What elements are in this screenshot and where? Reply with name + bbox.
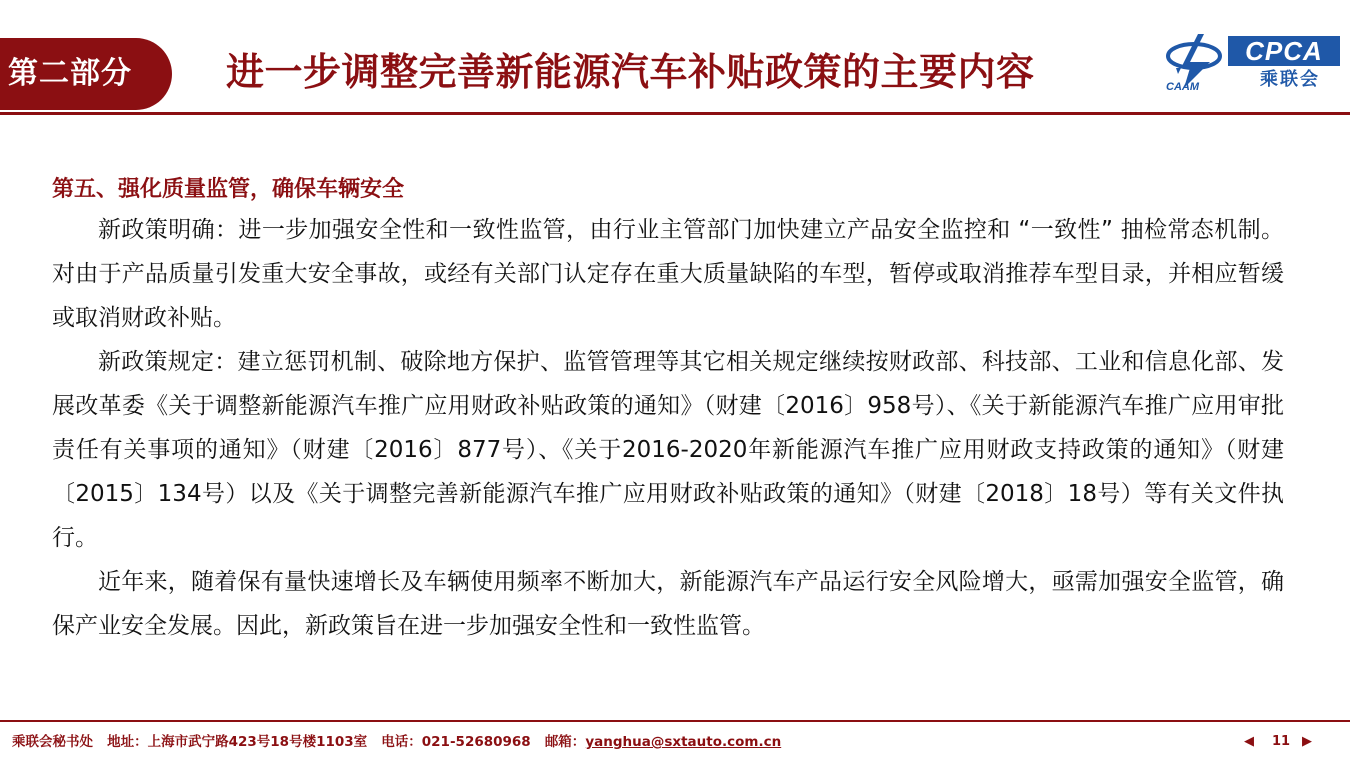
footer-address: 地址：上海市武宁路423号18号楼1103室 <box>107 734 368 750</box>
cpca-cn-name: 乘联会 <box>1260 69 1320 90</box>
section-heading: 第五、强化质量监管，确保车辆安全 <box>52 177 405 202</box>
main-content <box>52 172 1284 648</box>
footer-divider <box>0 720 1350 722</box>
page-title: 进一步调整完善新能源汽车补贴政策的主要内容 <box>226 50 1035 94</box>
page-number: 11 <box>1272 734 1291 749</box>
cpca-wordmark: CPCA <box>1228 36 1340 66</box>
footer-email-link[interactable]: yanghua@sxtauto.com.cn <box>585 734 782 750</box>
footer-org: 乘联会秘书处 <box>12 734 93 750</box>
cpca-logo <box>1164 30 1342 94</box>
paragraph-1: 新政策明确：进一步加强安全性和一致性监管，由行业主管部门加快建立产品安全监控和 “一致性” 抽检常态机制。对由于产品质量引发重大安全事故，或经有关部门认定存在重大质量缺陷的车型，暂停或取消推荐车型目录，并相应暂缓或取消财政补贴。 <box>52 217 1284 331</box>
footer-contact <box>12 730 781 754</box>
footer-email-label: 邮箱： <box>544 734 586 750</box>
section-label: 第二部分 <box>8 56 132 91</box>
caam-emblem-icon <box>1164 30 1224 92</box>
header-divider <box>0 112 1350 115</box>
prev-page-icon[interactable]: ◀ <box>1244 734 1254 749</box>
section-tab <box>0 38 172 110</box>
footer-phone: 电话：021-52680968 <box>381 734 531 750</box>
pager <box>1244 730 1316 754</box>
paragraph-3: 近年来，随着保有量快速增长及车辆使用频率不断加大，新能源汽车产品运行安全风险增大，亟需加强安全监管，确保产业安全发展。因此，新政策旨在进一步加强安全性和一致性监管。 <box>52 569 1284 639</box>
paragraph-2: 新政策规定：建立惩罚机制、破除地方保护、监管管理等其它相关规定继续按财政部、科技部、工业和信息化部、发展改革委《关于调整新能源汽车推广应用财政补贴政策的通知》（财建〔2016〕958号）、《关于新能源汽车推广应用审批责任有关事项的通知》（财建〔2016〕877号）、《关于2016-2020年新能源汽车推广应用财政支持政策的通知》（财建〔2015〕134号）以及《关于调整完善新能源汽车推广应用财政补贴政策的通知》（财建〔2018〕18号）等有关文件执行。 <box>52 349 1284 551</box>
caam-emblem-text: CAAM <box>1166 81 1199 92</box>
next-page-icon[interactable]: ▶ <box>1302 734 1312 749</box>
